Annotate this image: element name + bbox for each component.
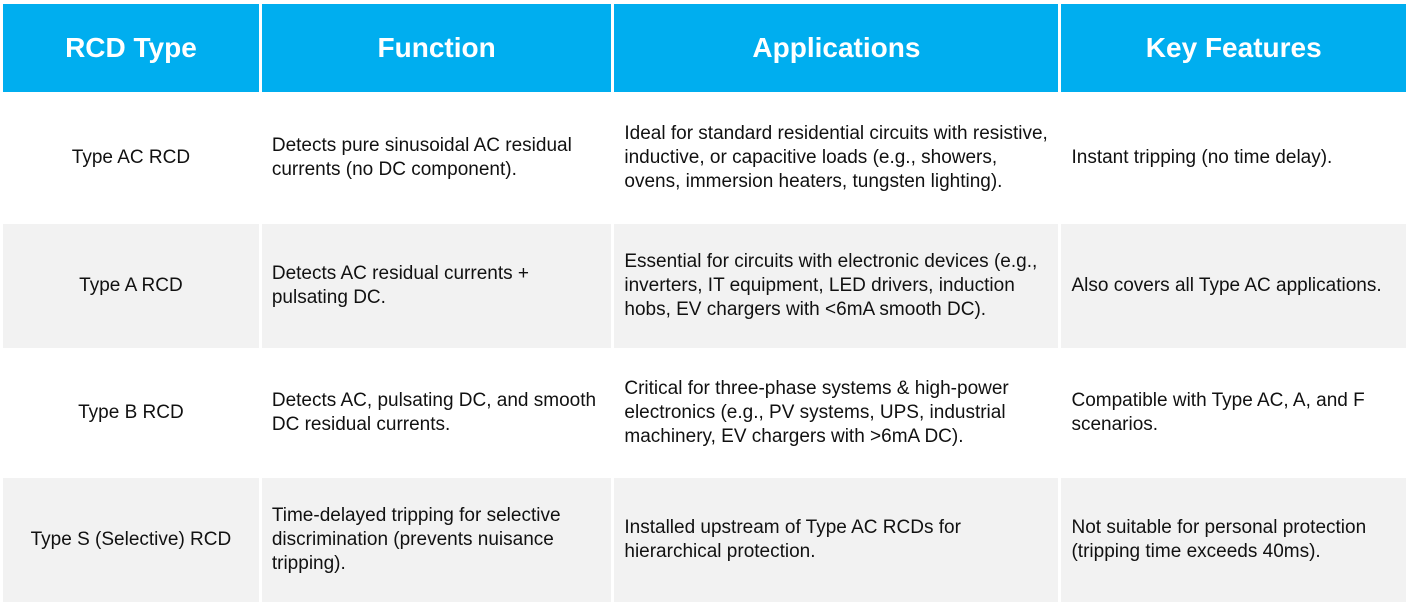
- rcd-comparison-table: [0, 1, 1409, 605]
- table-header-row: [3, 4, 1406, 92]
- header-key-features: Key Features: [1061, 4, 1406, 92]
- header-applications: Applications: [614, 4, 1058, 92]
- table-row: [3, 95, 1406, 221]
- header-function: Function: [262, 4, 612, 92]
- cell-function: Detects AC, pulsating DC, and smooth DC residual currents.: [262, 351, 612, 475]
- cell-function: Time-delayed tripping for selective discrimination (prevents nuisance tripping).: [262, 478, 612, 602]
- table-row: [3, 351, 1406, 475]
- cell-function: Detects AC residual currents + pulsating DC.: [262, 224, 612, 348]
- cell-key-features: Instant tripping (no time delay).: [1061, 95, 1406, 221]
- cell-rcd-type: Type S (Selective) RCD: [3, 478, 259, 602]
- cell-key-features: Not suitable for personal protection (tripping time exceeds 40ms).: [1061, 478, 1406, 602]
- cell-key-features: Compatible with Type AC, A, and F scenarios.: [1061, 351, 1406, 475]
- cell-rcd-type: Type AC RCD: [3, 95, 259, 221]
- cell-applications: Essential for circuits with electronic devices (e.g., inverters, IT equipment, LED drivers, induction hobs, EV chargers with <6mA smooth DC).: [614, 224, 1058, 348]
- cell-function: Detects pure sinusoidal AC residual currents (no DC component).: [262, 95, 612, 221]
- header-rcd-type: RCD Type: [3, 4, 259, 92]
- cell-rcd-type: Type A RCD: [3, 224, 259, 348]
- cell-applications: Critical for three-phase systems & high-power electronics (e.g., PV systems, UPS, industrial machinery, EV chargers with >6mA DC).: [614, 351, 1058, 475]
- table-row: [3, 224, 1406, 348]
- cell-applications: Ideal for standard residential circuits with resistive, inductive, or capacitive loads (e.g., showers, ovens, immersion heaters, tungsten lighting).: [614, 95, 1058, 221]
- cell-rcd-type: Type B RCD: [3, 351, 259, 475]
- cell-key-features: Also covers all Type AC applications.: [1061, 224, 1406, 348]
- cell-applications: Installed upstream of Type AC RCDs for hierarchical protection.: [614, 478, 1058, 602]
- table-row: [3, 478, 1406, 602]
